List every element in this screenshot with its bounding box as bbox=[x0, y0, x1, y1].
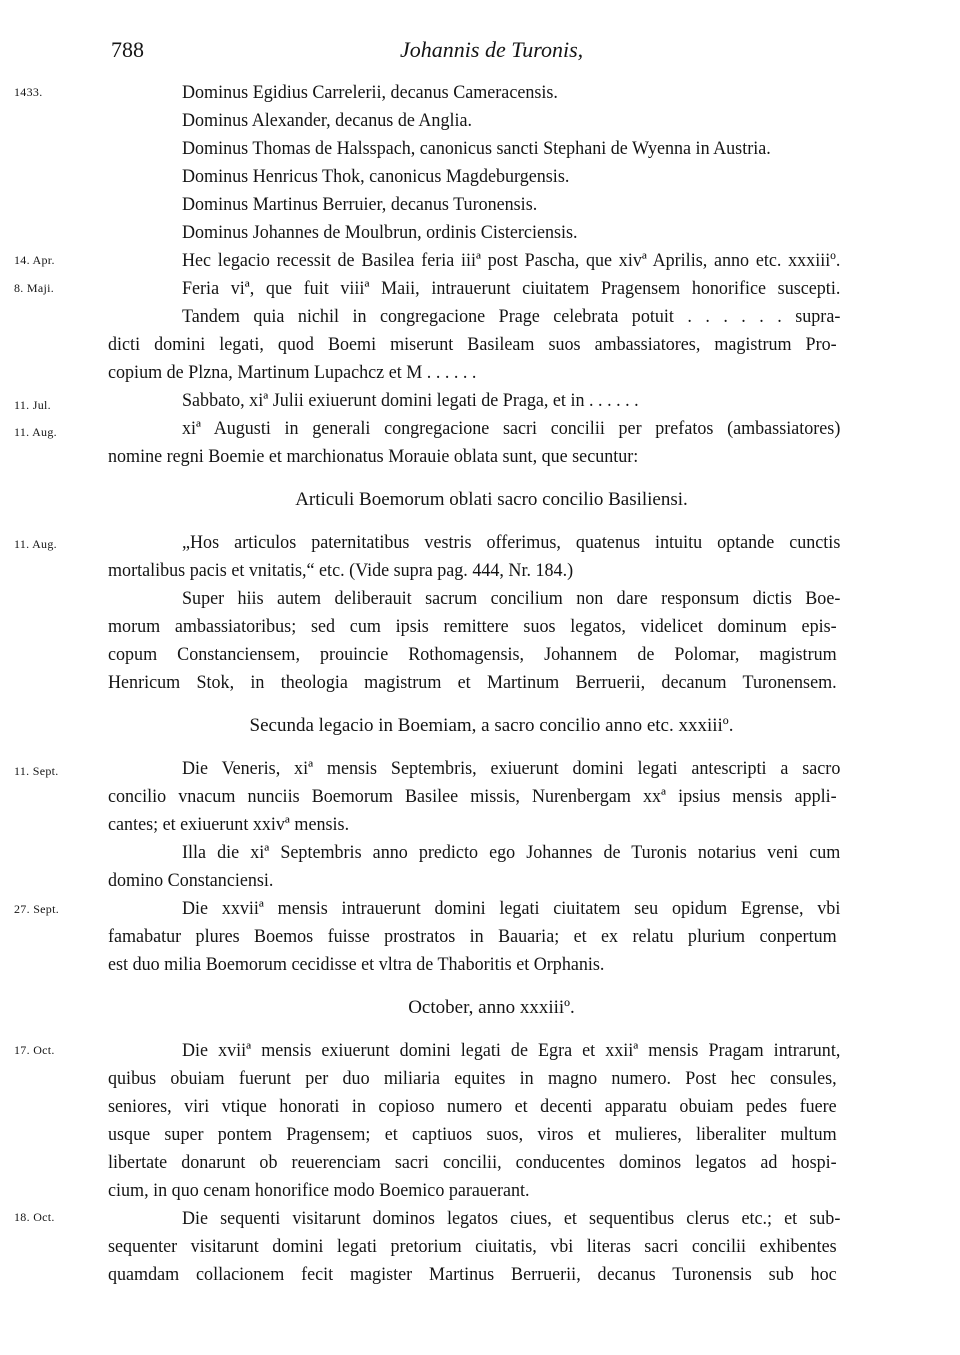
text-line: Sabbato, xiª Julii exiuerunt domini legati de Praga, et in . . . . . . bbox=[182, 390, 639, 411]
text-line: Dominus Henricus Thok, canonicus Magdeburgensis. bbox=[182, 166, 570, 187]
text-line: Super hiis autem deliberauit sacrum concilium non dare responsum dictis Boe- bbox=[182, 588, 841, 609]
text-line: mortalibus pacis et vnitatis,“ etc. (Vide supra pag. 444, Nr. 184.) bbox=[108, 560, 574, 581]
text-line: dicti domini legati, quod Boemi miserunt Basileam suos ambassiatores, magistrum Pro- bbox=[108, 334, 837, 355]
text-line: Dominus Martinus Berruier, decanus Turonensis. bbox=[182, 194, 538, 215]
text-line: Feria viª, que fuit viiiª Maii, intrauerunt ciuitatem Pragensem honorifice suscepti. bbox=[182, 278, 841, 299]
text-line: quibus obuiam fuerunt per duo miliaria equites in magno numero. Post hec consules, bbox=[108, 1068, 837, 1089]
text-line: Dominus Alexander, decanus de Anglia. bbox=[182, 110, 473, 131]
margin-note: 11. Aug. bbox=[14, 425, 57, 439]
text-line: cium, in quo cenam honorifice modo Boemico parauerant. bbox=[108, 1180, 530, 1201]
text-line: cantes; et exiuerunt xxivª mensis. bbox=[108, 814, 350, 835]
text-line: domino Constanciensi. bbox=[108, 870, 274, 891]
text-line: Hec legacio recessit de Basilea feria iiiª post Pascha, que xivª Aprilis, anno etc. xxxiiiº. bbox=[182, 250, 841, 271]
text-line: Dominus Thomas de Halsspach, canonicus sancti Stephani de Wyenna in Austria. bbox=[182, 138, 771, 159]
text-line: nomine regni Boemie et marchionatus Morauie oblata sunt, que secuntur: bbox=[108, 446, 639, 467]
text-line: est duo milia Boemorum cecidisse et vltra de Thaboritis et Orphanis. bbox=[108, 954, 605, 975]
page-number: 788 bbox=[111, 37, 144, 62]
text-line: seniores, viri vtique honorati in copioso numero et decenti apparatu obuiam pedes fuere bbox=[108, 1096, 837, 1117]
text-line: Die sequenti visitarunt dominos legatos ciues, et sequentibus clerus etc.; et sub- bbox=[182, 1208, 841, 1229]
text-line: concilio vnacum nunciis Boemorum Basilee missis, Nurenbergam xxª ipsius mensis appli- bbox=[108, 786, 837, 807]
running-title: Johannis de Turonis, bbox=[400, 37, 584, 62]
margin-note: 11. Aug. bbox=[14, 537, 57, 551]
margin-note: 14. Apr. bbox=[14, 253, 55, 267]
text-line: Die Veneris, xiª mensis Septembris, exiuerunt domini legati antescripti a sacro bbox=[182, 758, 841, 779]
section-heading: Articuli Boemorum oblati sacro concilio Basiliensi. bbox=[295, 489, 688, 510]
text-line: libertate donarunt ob reuerenciam sacri concilii, conducentes dominos legatos ad hospi- bbox=[108, 1152, 837, 1173]
text-line: Tandem quia nichil in congregacione Prage celebrata potuit . . . . . . supra- bbox=[182, 306, 841, 327]
section-heading: October, anno xxxiiiº. bbox=[408, 997, 575, 1018]
text-line: Dominus Johannes de Moulbrun, ordinis Cisterciensis. bbox=[182, 222, 578, 243]
margin-note: 17. Oct. bbox=[14, 1043, 55, 1057]
section-heading: Secunda legacio in Boemiam, a sacro concilio anno etc. xxxiiiº. bbox=[249, 715, 734, 736]
text-line: quamdam collacionem fecit magister Martinus Berruerii, decanus Turonensis sub hoc bbox=[108, 1264, 837, 1285]
text-line: Illa die xiª Septembris anno predicto ego Johannes de Turonis notarius veni cum bbox=[182, 842, 841, 863]
text-line: usque super pontem Pragensem; et captiuos suos, viros et mulieres, liberaliter multum bbox=[108, 1124, 837, 1145]
text-line: Dominus Egidius Carrelerii, decanus Cameracensis. bbox=[182, 82, 558, 103]
margin-note: 27. Sept. bbox=[14, 902, 60, 916]
text-line: copum Constanciensem, prouincie Rothomagensis, Johannem de Polomar, magistrum bbox=[108, 644, 837, 665]
text-line: copium de Plzna, Martinum Lupachcz et M . . . . . . bbox=[108, 362, 477, 383]
margin-note: 1433. bbox=[14, 85, 43, 99]
text-line: „Hos articulos paternitatibus vestris offerimus, quatenus intuitu optande cunctis bbox=[182, 532, 841, 553]
text-line: Die xxviiª mensis intrauerunt domini legati ciuitatem seu opidum Egrense, vbi bbox=[182, 898, 841, 919]
text-line: famabatur plures Boemos fuisse prostratos in Bauaria; et ex relatu plurium conpertum bbox=[108, 926, 837, 947]
margin-note: 11. Jul. bbox=[14, 398, 51, 412]
margin-note: 18. Oct. bbox=[14, 1210, 55, 1224]
margin-note: 11. Sept. bbox=[14, 764, 59, 778]
margin-note: 8. Maji. bbox=[14, 281, 55, 295]
text-line: sequenter visitarunt domini legati pretorium ciuitatis, vbi literas sacri concilii exhibentes bbox=[108, 1236, 837, 1257]
text-line: morum ambassiatoribus; sed cum ipsis remittere suos legatos, videlicet dominum epis- bbox=[108, 616, 837, 637]
text-line: Die xviiª mensis exiuerunt domini legati de Egra et xxiiª mensis Pragam intrarunt, bbox=[182, 1040, 841, 1061]
text-line: xiª Augusti in generali congregacione sacri concilii per prefatos (ambassiatores) bbox=[182, 418, 841, 439]
text-line: Henricum Stok, in theologia magistrum et Martinum Berruerii, decanum Turonensem. bbox=[108, 672, 837, 693]
